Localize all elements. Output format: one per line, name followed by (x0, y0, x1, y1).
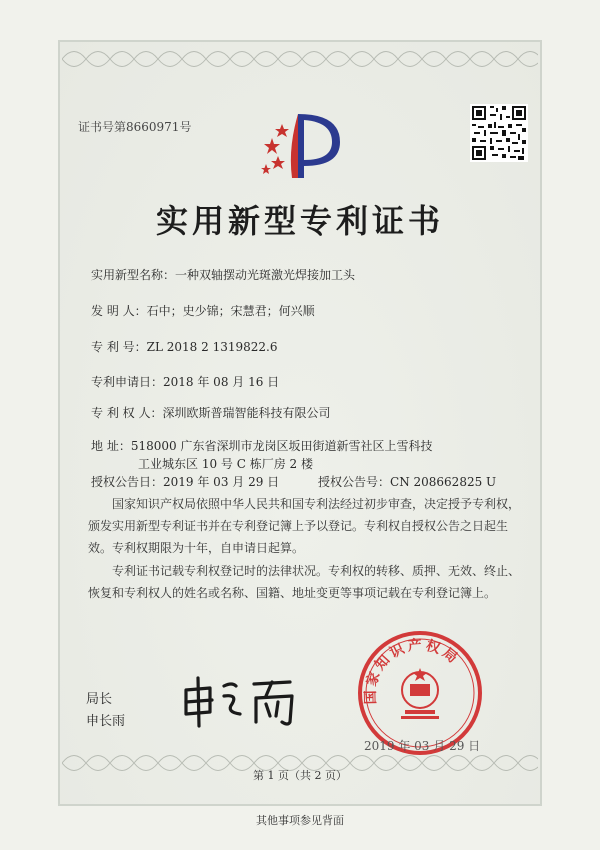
handwritten-signature-icon (180, 672, 310, 728)
field-label: 专 利 权 人： (91, 406, 163, 420)
field-address (91, 437, 432, 454)
certificate-title: 实用新型专利证书 (155, 202, 444, 240)
field-label: 实用新型名称： (91, 268, 176, 282)
seal-text: 国家知识产权局 (362, 637, 463, 705)
field-label: 地 址： (91, 439, 131, 453)
seal-date: 2019 年 03 月 29 日 (364, 739, 481, 753)
field-label: 专 利 号： (91, 340, 147, 354)
field-value: 深圳欧斯普瑞智能科技有限公司 (162, 406, 331, 420)
field-value: 518000 广东省深圳市龙岗区坂田街道新雪社区上雪科技 (130, 439, 433, 453)
field-inventors (91, 302, 315, 319)
legal-status-paragraph: 专利证书记载专利权登记时的法律状况。专利权的转移、质押、无效、终止、恢复和专利权人的姓名或名称、国籍、地址变更等事项记载在专利登记簿上。 (88, 564, 521, 600)
field-grant-publication-number (318, 473, 496, 490)
field-patent-number (91, 338, 277, 355)
field-grant-date (91, 473, 279, 490)
field-label: 专利申请日： (91, 375, 164, 389)
field-patentee (91, 404, 330, 421)
field-value: 石中；史少锦；宋慧君；何兴顺 (146, 304, 315, 318)
field-utility-model-name (91, 266, 355, 283)
guilloche-top-decoration (62, 44, 538, 74)
patent-office-emblem-icon (258, 108, 342, 182)
grant-statement-paragraph: 国家知识产权局依照中华人民共和国专利法经过初步审查，决定授予专利权，颁发实用新型专利证书并在专利登记簿上予以登记。专利权自授权公告之日起生效。专利权期限为十年，自申请日起算。 (88, 497, 521, 555)
field-label: 发 明 人： (91, 304, 147, 318)
field-label: 授权公告日： (91, 475, 164, 489)
see-reverse-note: 其他事项参见背面 (256, 814, 344, 827)
field-value: 2019 年 03 月 29 日 (163, 475, 280, 489)
field-value: CN 208662825 U (390, 475, 497, 489)
qr-code-icon (470, 104, 528, 162)
signatory-role: 局长 (86, 692, 113, 707)
field-value: ZL 2018 2 1319822.6 (146, 340, 278, 354)
page-indicator: 第 1 页（共 2 页） (253, 769, 347, 782)
field-value: 2018 年 08 月 16 日 (163, 375, 280, 389)
field-value: 一种双轴摆动光斑激光焊接加工头 (175, 268, 356, 282)
field-label: 授权公告号： (318, 475, 391, 489)
field-address-line2: 工业城东区 10 号 C 栋厂房 2 楼 (138, 457, 313, 471)
field-filing-date (91, 373, 279, 390)
certificate-number: 证书号第8660971号 (78, 120, 192, 134)
signatory-name: 申长雨 (86, 714, 126, 729)
